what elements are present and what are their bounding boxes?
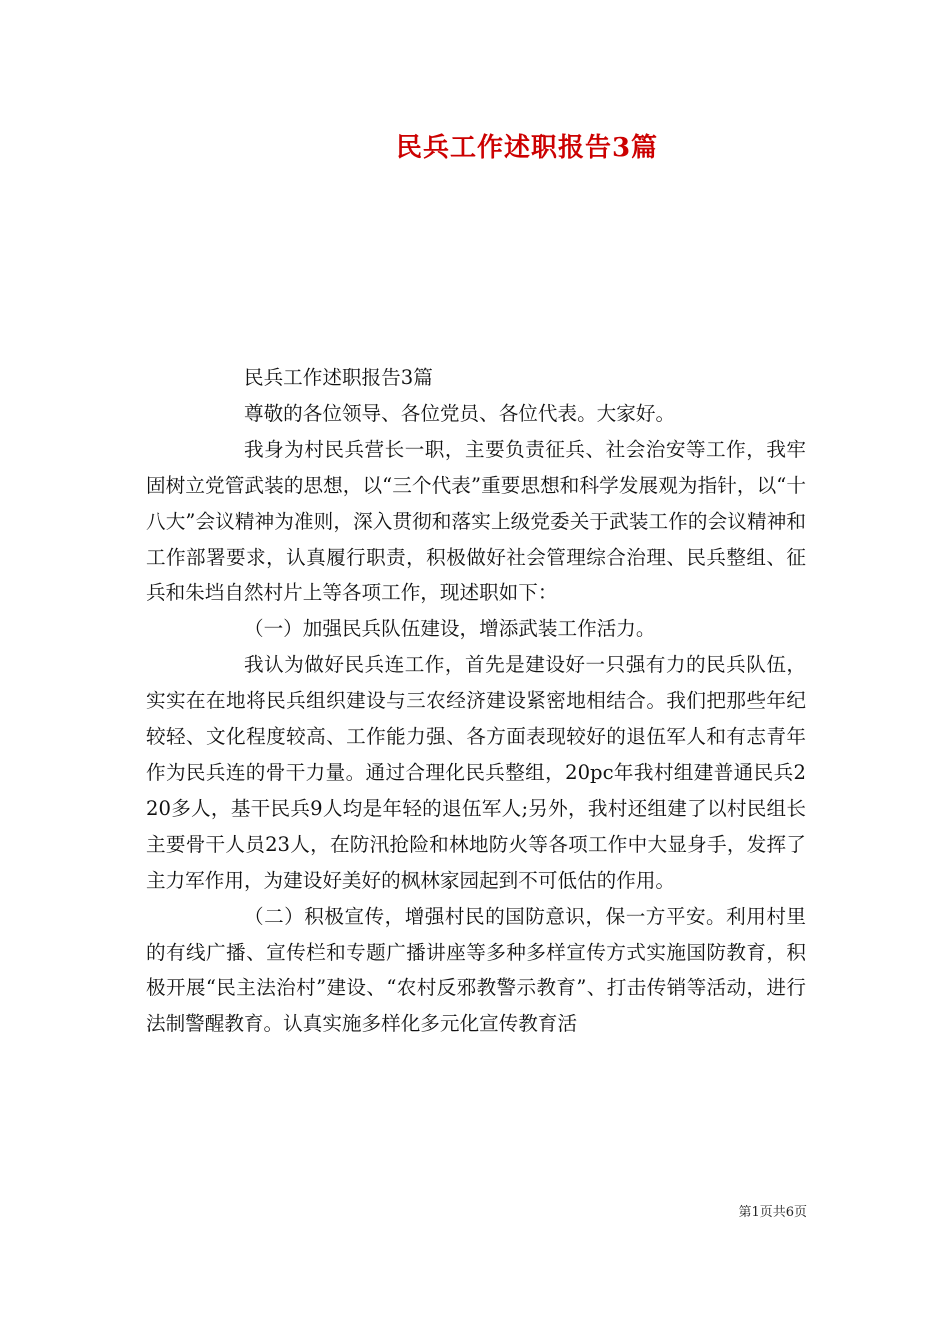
paragraph-section-2: （二）积极宣传，增强村民的国防意识，保一方平安。利用村里的有线广播、宣传栏和专题广播讲座等多种多样宣传方式实施国防教育，积极开展“民主法治村”建设、“农村反邪教警示教育”、打击传销等活动，进行法制警醒教育。认真实施多样化多元化宣传教育活 bbox=[146, 904, 806, 1036]
paragraph-section-1-body: 我认为做好民兵连工作，首先是建设好一只强有力的民兵队伍，实实在在地将民兵组织建设与三农经济建设紧密地相结合。我们把那些年纪较轻、文化程度较高、工作能力强、各方面表现较好的退伍军人和有志青年作为民兵连的骨干力量。通过合理化民兵整组，20pc年我村组建普通民兵220多人，基干民兵9人均是年轻的退伍军人;另外，我村还组建了以村民组长主要骨干人员23人，在防汛抢险和林地防火等各项工作中大显身手，发挥了主力军作用，为建设好美好的枫林家园起到不可低估的作用。 bbox=[146, 653, 806, 892]
document-title: 民兵工作述职报告3篇 bbox=[395, 133, 659, 163]
page-footer: 第1页共6页 bbox=[738, 1205, 807, 1220]
paragraph-intro: 我身为村民兵营长一职，主要负责征兵、社会治安等工作，我牢固树立党管武装的思想，以“三个代表”重要思想和科学发展观为指针，以“十八大”会议精神为准则，深入贯彻和落实上级党委关于武装工作的会议精神和工作部署要求，认真履行职责，积极做好社会管理综合治理、民兵整组、征兵和朱垱自然村片上等各项工作，现述职如下： bbox=[146, 437, 806, 605]
paragraph-section-1-heading: （一）加强民兵队伍建设，增添武装工作活力。 bbox=[244, 617, 656, 641]
document-body bbox=[146, 360, 806, 1042]
paragraph-greeting: 尊敬的各位领导、各位党员、各位代表。大家好。 bbox=[244, 401, 676, 425]
paragraph-heading: 民兵工作述职报告3篇 bbox=[244, 366, 433, 389]
